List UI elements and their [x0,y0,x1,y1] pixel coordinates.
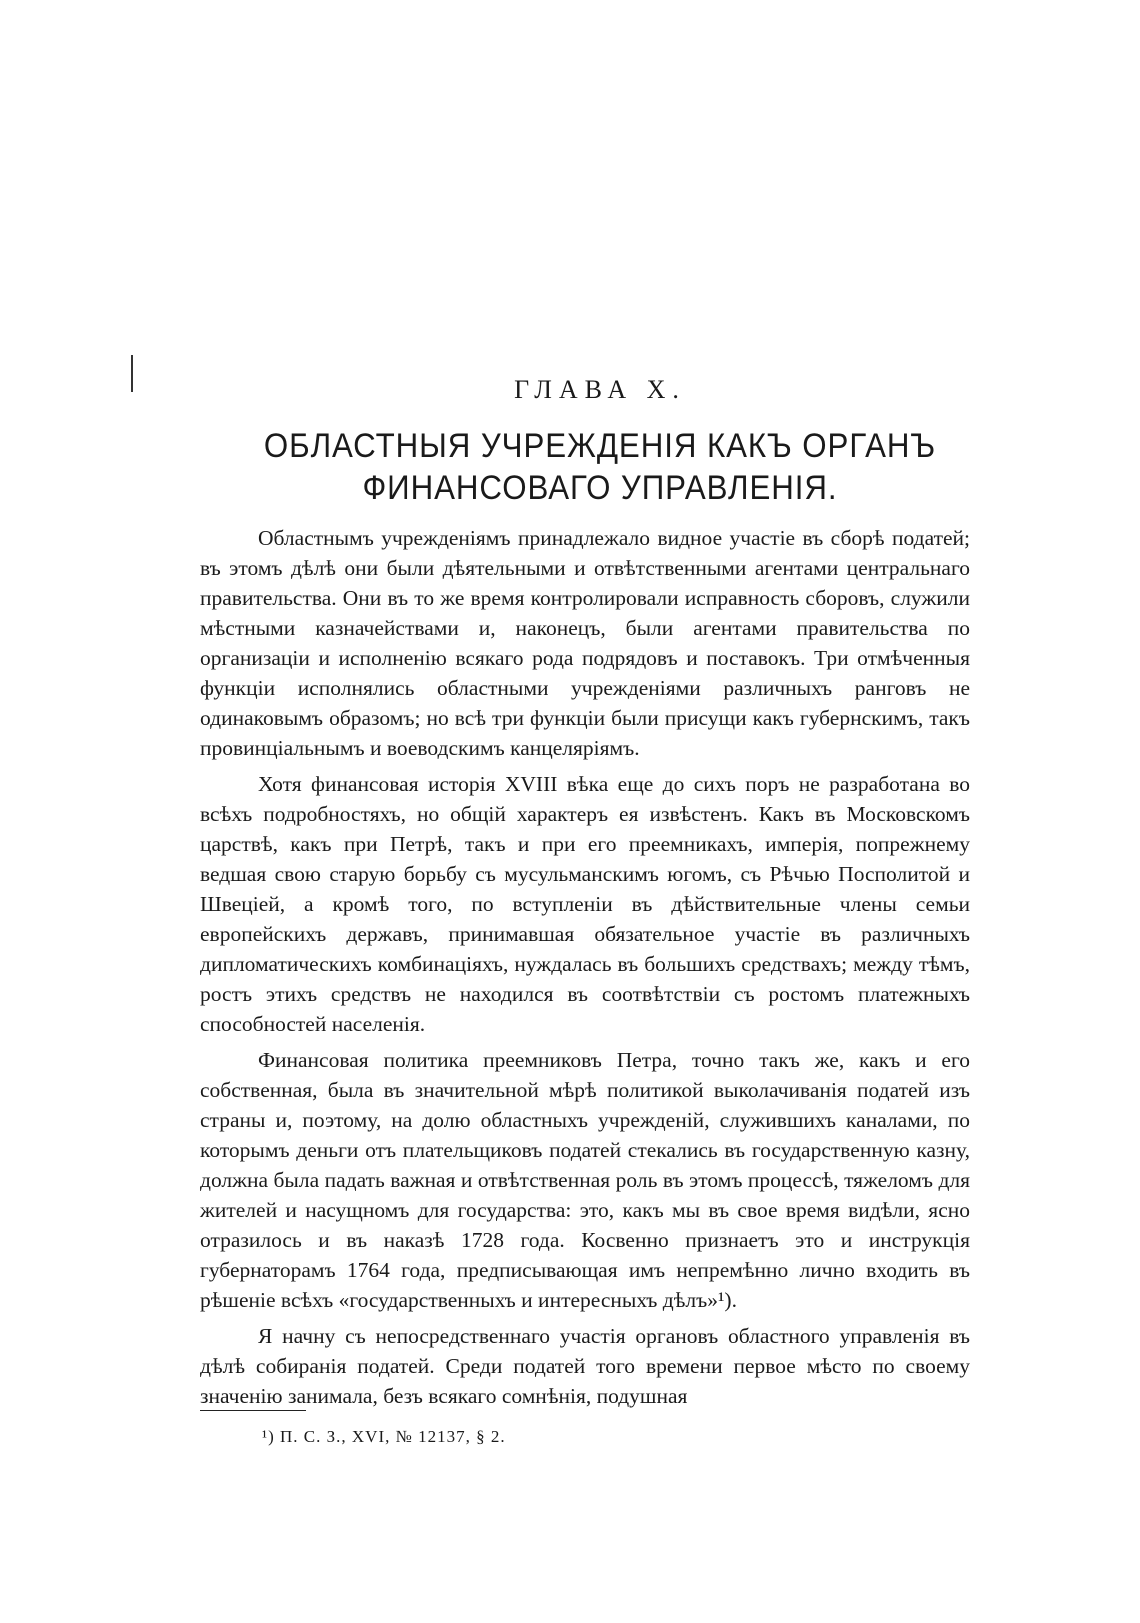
paragraph: Финансовая политика преемниковъ Петра, точно такъ же, какъ и его собственная, была въ значительной мѣрѣ политикой выколачиванія податей изъ страны и, поэтому, на долю областныхъ учрежденій, служившихъ каналами, по которымъ деньги отъ плательщиковъ податей стекались въ государственную казну, должна была падать важная и отвѣтственная роль въ этомъ процессѣ, тяжеломъ для жителей и насущномъ для государства: это, какъ мы въ свое время видѣли, ясно отразилось и въ наказѣ 1728 года. Косвенно признаетъ это и инструкція губернаторамъ 1764 года, предписывающая имъ непремѣнно лично входить въ рѣшеніе всѣхъ «государственныхъ и интересныхъ дѣлъ»¹). [200,1048,970,1312]
paragraph: Хотя финансовая исторія XVIII вѣка еще до сихъ поръ не разработана во всѣхъ подробностяхъ, но общій характеръ ея извѣстенъ. Какъ въ Московскомъ царствѣ, какъ при Петрѣ, такъ и при его преемникахъ, имперія, попрежнему ведшая свою старую борьбу съ мусульманскимъ югомъ, съ Рѣчью Посполитой и Швеціей, а кромѣ того, по вступленіи въ дѣйствительные члены семьи европейскихъ державъ, принимавшая обязательное участіе въ различныхъ дипломатическихъ комбинаціяхъ, нуждалась въ большихъ средствахъ; между тѣмъ, ростъ этихъ средствъ не находился въ соотвѣтствіи съ ростомъ платежныхъ способностей населенія. [200,772,970,1036]
body-text [200,523,970,1417]
paragraph: Я начну съ непосредственнаго участія органовъ областного управленія въ дѣлѣ собиранія податей. Среди податей того времени первое мѣсто по своему значенію занимала, безъ всякаго сомнѣнія, подушная [200,1324,970,1408]
chapter-label: ГЛАВА X. [514,375,686,404]
footnote: ¹) П. С. З., XVI, № 12137, § 2. [262,1427,506,1446]
footnote-divider [200,1410,306,1411]
paragraph: Областнымъ учрежденіямъ принадлежало видное участіе въ сборѣ податей; въ этомъ дѣлѣ они были дѣятельными и отвѣтственными агентами центральнаго правительства. Они въ то же время контролировали исправность сборовъ, служили мѣстными казначействами и, наконецъ, были агентами правительства по организаціи и исполненію всякаго рода подрядовъ и поставокъ. Три отмѣченныя функціи исполнялись областными учрежденіями различныхъ ранговъ не одинаковымъ образомъ; но всѣ три функціи были присущи какъ губернскимъ, такъ провинціальнымъ и воеводскимъ канцеляріямъ. [200,526,970,760]
chapter-title: ОБЛАСТНЫЯ УЧРЕЖДЕНІЯ КАКЪ ОРГАНЪ ФИНАНСОВАГО УПРАВЛЕНІЯ. [263,427,937,507]
